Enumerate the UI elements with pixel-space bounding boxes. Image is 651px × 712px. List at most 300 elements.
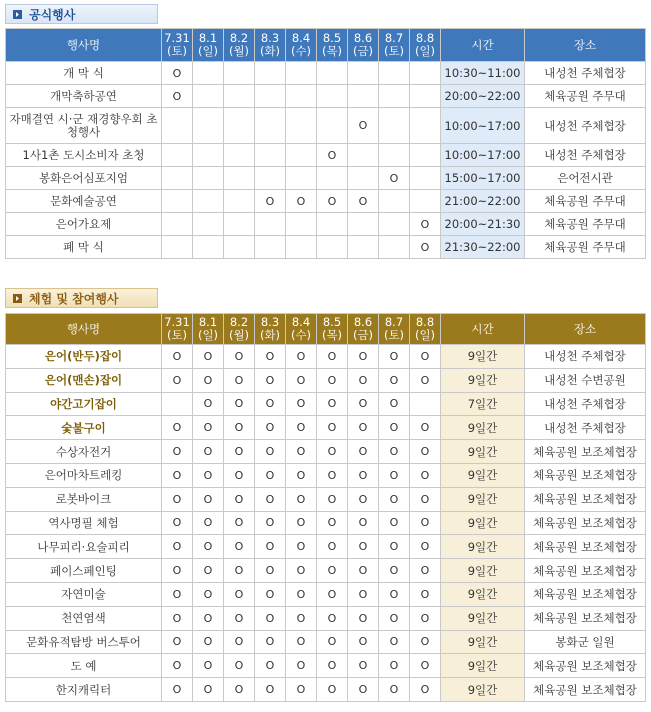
schedule-mark-cell xyxy=(317,85,348,108)
schedule-mark-cell xyxy=(162,108,193,144)
schedule-mark-cell: O xyxy=(348,392,379,416)
schedule-mark-cell xyxy=(317,236,348,259)
schedule-mark-cell: O xyxy=(255,416,286,440)
schedule-mark-cell: O xyxy=(162,62,193,85)
schedule-mark-cell: O xyxy=(410,487,441,511)
table-row xyxy=(6,392,646,416)
schedule-mark-cell: O xyxy=(193,582,224,606)
schedule-mark-cell: O xyxy=(193,559,224,583)
schedule-mark-cell: O xyxy=(162,559,193,583)
schedule-mark-cell: O xyxy=(255,559,286,583)
table-row xyxy=(6,511,646,535)
schedule-mark-cell: O xyxy=(379,654,410,678)
schedule-mark-cell: O xyxy=(410,440,441,464)
schedule-mark-cell: O xyxy=(348,678,379,702)
schedule-mark-cell: O xyxy=(317,678,348,702)
schedule-mark-cell: O xyxy=(193,606,224,630)
place-cell: 내성천 수변공원 xyxy=(525,368,646,392)
schedule-mark-cell xyxy=(193,85,224,108)
schedule-mark-cell xyxy=(224,213,255,236)
schedule-mark-cell: O xyxy=(348,559,379,583)
schedule-mark-cell: O xyxy=(379,582,410,606)
schedule-mark-cell: O xyxy=(286,535,317,559)
time-cell: 21:00~22:00 xyxy=(441,190,525,213)
schedule-mark-cell: O xyxy=(162,535,193,559)
table-row xyxy=(6,108,646,144)
event-name-cell: 폐 막 식 xyxy=(6,236,162,259)
schedule-mark-cell: O xyxy=(317,392,348,416)
schedule-mark-cell: O xyxy=(379,392,410,416)
schedule-mark-cell xyxy=(379,213,410,236)
time-cell: 10:00~17:00 xyxy=(441,108,525,144)
place-cell: 내성천 주체협장 xyxy=(525,144,646,167)
schedule-mark-cell: O xyxy=(348,582,379,606)
schedule-mark-cell: O xyxy=(224,535,255,559)
event-name-cell: 자연미술 xyxy=(6,582,162,606)
schedule-mark-cell: O xyxy=(286,190,317,213)
schedule-mark-cell: O xyxy=(193,368,224,392)
table-row xyxy=(6,487,646,511)
place-cell: 체육공원 주무대 xyxy=(525,213,646,236)
experience-events-table xyxy=(5,313,646,702)
schedule-mark-cell xyxy=(224,190,255,213)
schedule-mark-cell xyxy=(410,167,441,190)
place-cell: 은어전시관 xyxy=(525,167,646,190)
event-name-cell: 로봇바이크 xyxy=(6,487,162,511)
schedule-mark-cell xyxy=(162,190,193,213)
schedule-mark-cell: O xyxy=(348,440,379,464)
schedule-mark-cell: O xyxy=(224,606,255,630)
header-event: 행사명 xyxy=(6,29,162,62)
schedule-mark-cell xyxy=(317,108,348,144)
schedule-mark-cell xyxy=(255,236,286,259)
schedule-mark-cell xyxy=(379,62,410,85)
time-cell: 10:00~17:00 xyxy=(441,144,525,167)
schedule-mark-cell xyxy=(410,108,441,144)
header-date: 8.2 (월) xyxy=(224,29,255,62)
chevron-right-icon xyxy=(13,294,22,303)
schedule-mark-cell xyxy=(224,144,255,167)
schedule-mark-cell: O xyxy=(255,582,286,606)
event-name-cell: 은어가요제 xyxy=(6,213,162,236)
schedule-mark-cell xyxy=(379,190,410,213)
schedule-mark-cell xyxy=(193,108,224,144)
schedule-mark-cell: O xyxy=(379,167,410,190)
schedule-mark-cell: O xyxy=(162,654,193,678)
schedule-mark-cell xyxy=(224,108,255,144)
schedule-mark-cell xyxy=(410,190,441,213)
official-section-title xyxy=(5,4,158,24)
event-name-cell: 개 막 식 xyxy=(6,62,162,85)
schedule-mark-cell: O xyxy=(379,559,410,583)
schedule-mark-cell: O xyxy=(317,440,348,464)
schedule-mark-cell: O xyxy=(379,487,410,511)
schedule-mark-cell: O xyxy=(193,392,224,416)
schedule-mark-cell xyxy=(410,62,441,85)
time-cell: 9일간 xyxy=(441,559,525,583)
event-name-cell: 개막축하공연 xyxy=(6,85,162,108)
schedule-mark-cell: O xyxy=(162,582,193,606)
schedule-mark-cell: O xyxy=(193,535,224,559)
schedule-mark-cell: O xyxy=(286,630,317,654)
event-name-cell: 문화예술공연 xyxy=(6,190,162,213)
schedule-mark-cell: O xyxy=(317,606,348,630)
place-cell: 체육공원 보조체협장 xyxy=(525,487,646,511)
schedule-mark-cell: O xyxy=(193,463,224,487)
experience-section-title xyxy=(5,288,158,308)
schedule-mark-cell: O xyxy=(317,559,348,583)
schedule-mark-cell: O xyxy=(317,368,348,392)
schedule-mark-cell: O xyxy=(193,678,224,702)
schedule-mark-cell: O xyxy=(410,345,441,369)
schedule-mark-cell: O xyxy=(224,678,255,702)
place-cell: 체육공원 주무대 xyxy=(525,85,646,108)
time-cell: 9일간 xyxy=(441,678,525,702)
header-date: 8.7 (토) xyxy=(379,314,410,345)
event-name-cell: 나무피리·요술피리 xyxy=(6,535,162,559)
time-cell: 9일간 xyxy=(441,440,525,464)
schedule-mark-cell xyxy=(410,144,441,167)
schedule-mark-cell: O xyxy=(317,144,348,167)
schedule-mark-cell: O xyxy=(255,678,286,702)
schedule-mark-cell: O xyxy=(224,392,255,416)
schedule-mark-cell: O xyxy=(255,487,286,511)
table-row xyxy=(6,630,646,654)
time-cell: 9일간 xyxy=(441,463,525,487)
schedule-mark-cell xyxy=(162,392,193,416)
schedule-mark-cell: O xyxy=(379,535,410,559)
schedule-mark-cell: O xyxy=(348,606,379,630)
schedule-mark-cell xyxy=(379,85,410,108)
schedule-mark-cell: O xyxy=(255,511,286,535)
time-cell: 7일간 xyxy=(441,392,525,416)
schedule-mark-cell xyxy=(348,213,379,236)
schedule-mark-cell: O xyxy=(255,440,286,464)
event-name-cell: 문화유적탐방 버스투어 xyxy=(6,630,162,654)
table-header-row xyxy=(6,314,646,345)
event-name-cell: 1사1촌 도시소비자 초청 xyxy=(6,144,162,167)
schedule-mark-cell xyxy=(224,236,255,259)
schedule-mark-cell xyxy=(286,85,317,108)
schedule-mark-cell xyxy=(255,144,286,167)
schedule-mark-cell: O xyxy=(224,368,255,392)
schedule-mark-cell: O xyxy=(162,85,193,108)
schedule-mark-cell: O xyxy=(348,535,379,559)
schedule-mark-cell: O xyxy=(193,511,224,535)
schedule-mark-cell xyxy=(162,144,193,167)
place-cell: 봉화군 일원 xyxy=(525,630,646,654)
schedule-mark-cell xyxy=(224,167,255,190)
header-time: 시간 xyxy=(441,314,525,345)
place-cell: 체육공원 보조체협장 xyxy=(525,535,646,559)
schedule-mark-cell xyxy=(255,85,286,108)
schedule-mark-cell: O xyxy=(410,368,441,392)
table-row xyxy=(6,167,646,190)
schedule-mark-cell: O xyxy=(317,345,348,369)
place-cell: 내성천 주체협장 xyxy=(525,108,646,144)
place-cell: 체육공원 보조체협장 xyxy=(525,654,646,678)
schedule-mark-cell xyxy=(224,62,255,85)
table-row xyxy=(6,190,646,213)
table-row xyxy=(6,463,646,487)
schedule-mark-cell xyxy=(193,62,224,85)
schedule-mark-cell: O xyxy=(162,463,193,487)
schedule-mark-cell: O xyxy=(162,368,193,392)
header-date: 8.4 (수) xyxy=(286,314,317,345)
time-cell: 21:30~22:00 xyxy=(441,236,525,259)
schedule-mark-cell: O xyxy=(286,606,317,630)
header-date: 8.2 (월) xyxy=(224,314,255,345)
event-name-cell: 숯불구이 xyxy=(6,416,162,440)
header-date: 8.1 (일) xyxy=(193,29,224,62)
schedule-mark-cell: O xyxy=(193,345,224,369)
event-name-cell: 은어마차트레킹 xyxy=(6,463,162,487)
schedule-mark-cell xyxy=(255,108,286,144)
schedule-mark-cell: O xyxy=(162,606,193,630)
time-cell: 9일간 xyxy=(441,606,525,630)
place-cell: 체육공원 보조체협장 xyxy=(525,582,646,606)
table-row xyxy=(6,62,646,85)
schedule-mark-cell xyxy=(193,236,224,259)
schedule-mark-cell xyxy=(286,167,317,190)
schedule-mark-cell: O xyxy=(255,392,286,416)
schedule-mark-cell: O xyxy=(162,416,193,440)
schedule-mark-cell: O xyxy=(410,511,441,535)
place-cell: 체육공원 주무대 xyxy=(525,236,646,259)
schedule-mark-cell: O xyxy=(317,487,348,511)
schedule-mark-cell: O xyxy=(410,630,441,654)
schedule-mark-cell xyxy=(286,144,317,167)
schedule-mark-cell xyxy=(410,392,441,416)
schedule-mark-cell: O xyxy=(224,463,255,487)
time-cell: 20:00~22:00 xyxy=(441,85,525,108)
official-events-table xyxy=(5,28,646,259)
event-name-cell: 역사명필 체험 xyxy=(6,511,162,535)
schedule-mark-cell: O xyxy=(286,345,317,369)
schedule-mark-cell: O xyxy=(255,654,286,678)
event-name-cell: 봉화은어심포지엄 xyxy=(6,167,162,190)
time-cell: 9일간 xyxy=(441,368,525,392)
header-time: 시간 xyxy=(441,29,525,62)
schedule-mark-cell: O xyxy=(379,345,410,369)
place-cell: 내성천 주체협장 xyxy=(525,62,646,85)
schedule-mark-cell xyxy=(255,167,286,190)
table-row xyxy=(6,654,646,678)
time-cell: 9일간 xyxy=(441,345,525,369)
schedule-mark-cell xyxy=(317,213,348,236)
schedule-mark-cell: O xyxy=(286,559,317,583)
schedule-mark-cell: O xyxy=(348,190,379,213)
schedule-mark-cell xyxy=(348,167,379,190)
schedule-mark-cell: O xyxy=(348,108,379,144)
time-cell: 9일간 xyxy=(441,630,525,654)
table-row xyxy=(6,559,646,583)
schedule-mark-cell: O xyxy=(286,582,317,606)
header-event: 행사명 xyxy=(6,314,162,345)
schedule-mark-cell: O xyxy=(162,487,193,511)
event-name-cell: 천연염색 xyxy=(6,606,162,630)
event-name-cell: 은어(반두)잡이 xyxy=(6,345,162,369)
table-row xyxy=(6,535,646,559)
schedule-mark-cell: O xyxy=(286,654,317,678)
schedule-mark-cell xyxy=(286,108,317,144)
place-cell: 체육공원 보조체협장 xyxy=(525,440,646,464)
schedule-mark-cell: O xyxy=(348,463,379,487)
schedule-mark-cell: O xyxy=(193,440,224,464)
schedule-mark-cell xyxy=(379,144,410,167)
schedule-mark-cell: O xyxy=(255,190,286,213)
schedule-mark-cell xyxy=(224,85,255,108)
schedule-mark-cell xyxy=(379,236,410,259)
table-row xyxy=(6,440,646,464)
header-place: 장소 xyxy=(525,314,646,345)
schedule-mark-cell: O xyxy=(410,582,441,606)
event-name-cell: 은어(맨손)잡이 xyxy=(6,368,162,392)
schedule-mark-cell xyxy=(255,213,286,236)
schedule-mark-cell xyxy=(348,62,379,85)
schedule-mark-cell: O xyxy=(193,416,224,440)
header-date: 8.7 (토) xyxy=(379,29,410,62)
schedule-mark-cell xyxy=(193,213,224,236)
schedule-mark-cell: O xyxy=(224,345,255,369)
time-cell: 9일간 xyxy=(441,511,525,535)
schedule-mark-cell: O xyxy=(286,487,317,511)
table-row xyxy=(6,345,646,369)
schedule-mark-cell: O xyxy=(286,678,317,702)
event-name-cell: 페이스페인팅 xyxy=(6,559,162,583)
schedule-mark-cell xyxy=(286,236,317,259)
schedule-mark-cell xyxy=(410,85,441,108)
time-cell: 15:00~17:00 xyxy=(441,167,525,190)
table-row xyxy=(6,144,646,167)
place-cell: 체육공원 보조체협장 xyxy=(525,559,646,583)
schedule-mark-cell: O xyxy=(162,345,193,369)
table-row xyxy=(6,85,646,108)
place-cell: 체육공원 보조체협장 xyxy=(525,606,646,630)
schedule-mark-cell: O xyxy=(317,630,348,654)
schedule-mark-cell xyxy=(193,144,224,167)
schedule-mark-cell: O xyxy=(193,654,224,678)
schedule-mark-cell xyxy=(255,62,286,85)
schedule-mark-cell: O xyxy=(224,654,255,678)
schedule-mark-cell: O xyxy=(224,440,255,464)
header-date: 8.5 (목) xyxy=(317,29,348,62)
schedule-mark-cell: O xyxy=(317,582,348,606)
schedule-mark-cell xyxy=(193,190,224,213)
schedule-mark-cell: O xyxy=(255,463,286,487)
chevron-right-icon xyxy=(13,10,22,19)
schedule-mark-cell xyxy=(348,85,379,108)
header-date: 8.6 (금) xyxy=(348,29,379,62)
schedule-mark-cell xyxy=(379,108,410,144)
schedule-mark-cell: O xyxy=(224,416,255,440)
event-name-cell: 수상자전거 xyxy=(6,440,162,464)
schedule-mark-cell: O xyxy=(255,345,286,369)
schedule-mark-cell: O xyxy=(286,416,317,440)
place-cell: 체육공원 보조체협장 xyxy=(525,463,646,487)
schedule-mark-cell xyxy=(348,144,379,167)
header-date: 8.3 (화) xyxy=(255,29,286,62)
schedule-mark-cell: O xyxy=(286,511,317,535)
header-date: 8.3 (화) xyxy=(255,314,286,345)
schedule-mark-cell: O xyxy=(410,535,441,559)
place-cell: 내성천 주체협장 xyxy=(525,345,646,369)
schedule-mark-cell: O xyxy=(317,416,348,440)
schedule-mark-cell: O xyxy=(286,368,317,392)
time-cell: 9일간 xyxy=(441,535,525,559)
schedule-mark-cell: O xyxy=(255,368,286,392)
schedule-mark-cell: O xyxy=(410,606,441,630)
schedule-mark-cell xyxy=(286,213,317,236)
schedule-mark-cell: O xyxy=(224,487,255,511)
event-name-cell: 자매결연 시·군 재경향우회 초청행사 xyxy=(6,108,162,144)
schedule-mark-cell: O xyxy=(317,535,348,559)
header-date: 8.8 (일) xyxy=(410,314,441,345)
schedule-mark-cell: O xyxy=(348,654,379,678)
place-cell: 체육공원 주무대 xyxy=(525,190,646,213)
schedule-mark-cell: O xyxy=(224,582,255,606)
schedule-mark-cell: O xyxy=(348,511,379,535)
header-date: 8.8 (일) xyxy=(410,29,441,62)
schedule-mark-cell: O xyxy=(410,654,441,678)
experience-section-label: 체험 및 참여행사 xyxy=(29,291,119,306)
table-header-row xyxy=(6,29,646,62)
time-cell: 9일간 xyxy=(441,416,525,440)
schedule-mark-cell: O xyxy=(379,440,410,464)
table-row xyxy=(6,416,646,440)
schedule-mark-cell: O xyxy=(255,606,286,630)
header-date: 7.31 (토) xyxy=(162,314,193,345)
schedule-mark-cell: O xyxy=(348,630,379,654)
schedule-mark-cell xyxy=(162,167,193,190)
schedule-mark-cell: O xyxy=(317,190,348,213)
schedule-mark-cell: O xyxy=(379,606,410,630)
schedule-mark-cell: O xyxy=(348,487,379,511)
schedule-mark-cell: O xyxy=(317,511,348,535)
time-cell: 9일간 xyxy=(441,582,525,606)
place-cell: 체육공원 보조체협장 xyxy=(525,678,646,702)
schedule-mark-cell: O xyxy=(286,392,317,416)
table-row xyxy=(6,368,646,392)
schedule-mark-cell: O xyxy=(410,416,441,440)
time-cell: 9일간 xyxy=(441,487,525,511)
schedule-mark-cell xyxy=(286,62,317,85)
official-section-label: 공식행사 xyxy=(29,7,76,22)
time-cell: 20:00~21:30 xyxy=(441,213,525,236)
schedule-mark-cell: O xyxy=(379,511,410,535)
schedule-mark-cell: O xyxy=(379,463,410,487)
schedule-mark-cell: O xyxy=(379,678,410,702)
schedule-mark-cell: O xyxy=(410,213,441,236)
header-date: 8.4 (수) xyxy=(286,29,317,62)
time-cell: 9일간 xyxy=(441,654,525,678)
schedule-mark-cell: O xyxy=(410,463,441,487)
place-cell: 체육공원 보조체협장 xyxy=(525,511,646,535)
schedule-mark-cell xyxy=(193,167,224,190)
schedule-mark-cell: O xyxy=(317,654,348,678)
schedule-mark-cell: O xyxy=(410,678,441,702)
table-row xyxy=(6,236,646,259)
header-date: 8.6 (금) xyxy=(348,314,379,345)
table-row xyxy=(6,213,646,236)
schedule-mark-cell: O xyxy=(255,535,286,559)
event-name-cell: 야간고기잡이 xyxy=(6,392,162,416)
event-name-cell: 도 예 xyxy=(6,654,162,678)
schedule-mark-cell: O xyxy=(379,416,410,440)
schedule-mark-cell: O xyxy=(162,630,193,654)
schedule-mark-cell: O xyxy=(286,463,317,487)
schedule-mark-cell: O xyxy=(379,368,410,392)
